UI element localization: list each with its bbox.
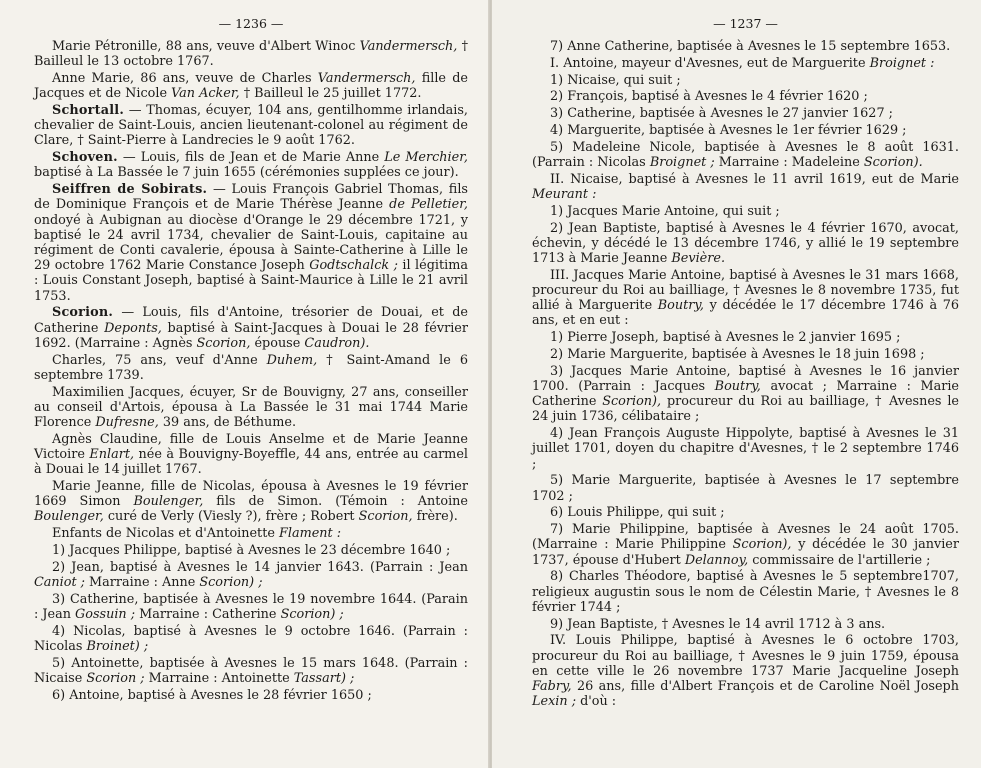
italic-name: Lexin ;: [532, 694, 577, 710]
italic-name: Fabry,: [532, 679, 572, 694]
text-run: 39 ans, de Béthume.: [158, 415, 297, 431]
italic-name: Boutry,: [714, 378, 761, 394]
text-run: II. Nicaise, baptisé à Avesnes le 11 avril 1619, eut de Marie: [550, 171, 959, 187]
text-run: Marie Jeanne, fille de Nicolas, épousa à Avesnes le 19 février 1669 Simon: [34, 479, 468, 510]
text-run: Charles, 75 ans, veuf d'Anne: [52, 352, 267, 368]
text-run: y décédée le 17 décembre 1746 à 76 ans, et en eut :: [532, 298, 959, 329]
text-run: 4) Jean François Auguste Hippolyte, baptisé à Avesnes le 31 juillet 1701, doyen du chapitre d'Avesnes, † le 2 septembre 1746 ;: [532, 426, 959, 472]
text-run: 5) Madeleine Nicole, baptisée à Avesnes le 8 août 1631. (Parrain : Nicolas: [532, 139, 959, 170]
page-body: [532, 39, 959, 709]
italic-name: Godtschalck ;: [309, 258, 398, 274]
italic-name: Caniot ;: [34, 575, 85, 591]
text-run: 5) Marie Marguerite, baptisée à Avesnes le 17 septembre 1702 ;: [532, 473, 959, 504]
text-run: 4) Nicolas, baptisé à Avesnes le 9 octobre 1646. (Parrain : Nicolas: [34, 623, 468, 655]
paragraph: [34, 560, 468, 590]
italic-name: Scorion) ;: [280, 607, 344, 623]
text-run: — Thomas, écuyer, 104 ans, gentilhomme irlandais, chevalier de Saint-Louis, ancien lieutenant-colonel au régiment de Clare, † Saint-Pierre à Landrecies le 9 août 1762.: [34, 103, 468, 149]
text-run: Marraine : Catherine: [135, 607, 281, 623]
text-run: 2) Jean Baptiste, baptisé à Avesnes le 4 février 1670, avocat, échevin, y décédé le 13 décembre 1746, y allié le 19 septembre 1713 à Marie Jeanne: [532, 220, 959, 266]
text-run: — Louis, fils de Jean et de Marie Anne: [117, 150, 385, 166]
italic-name: Boulenger,: [34, 509, 104, 525]
italic-name: Van Acker,: [171, 86, 240, 102]
paragraph: [532, 633, 959, 709]
text-run: curé de Verly (Viesly ?), frère ; Robert: [103, 509, 359, 525]
italic-name: Meurant :: [532, 186, 597, 202]
paragraph: [34, 182, 468, 304]
paragraph: [34, 150, 468, 180]
text-run: IV. Louis Philippe, baptisé à Avesnes le 6 octobre 1703, procureur du Roi au bailliage, † Avesnes le 9 juin 1759, épousa en cette ville le 26 novembre 1737 Marie Jacqueline Joseph: [532, 633, 959, 679]
text-run: † Saint-Amand le 6 septembre 1739.: [34, 352, 468, 383]
entry-heading: Scorion.: [52, 305, 114, 321]
paragraph: [532, 569, 959, 615]
paragraph: [532, 522, 959, 568]
text-run: commissaire de l'artillerie ;: [748, 552, 931, 568]
paragraph: [532, 473, 959, 503]
italic-name: Delannoy,: [684, 552, 749, 568]
paragraph: [34, 543, 468, 558]
paragraph: [532, 140, 959, 170]
paragraph: [34, 39, 468, 69]
text-run: 7) Anne Catherine, baptisée à Avesnes le 15 septembre 1653.: [550, 39, 951, 54]
page-body: [34, 39, 468, 703]
text-run: Marraine : Antoinette: [144, 671, 294, 687]
text-run: I. Antoine, mayeur d'Avesnes, eut de Marguerite: [550, 55, 870, 71]
paragraph: [34, 624, 468, 654]
text-run: 1) Pierre Joseph, baptisé à Avesnes le 2 janvier 1695 ;: [550, 330, 901, 346]
italic-name: Scorion,: [196, 335, 251, 351]
text-run: baptisé à La Bassée le 7 juin 1655 (cérémonies supplées ce jour).: [34, 165, 459, 181]
paragraph: [532, 426, 959, 472]
paragraph: [532, 204, 959, 219]
text-run: 3) Catherine, baptisée à Avesnes le 27 janvier 1627 ;: [550, 106, 893, 122]
text-run: 7) Marie Philippine, baptisée à Avesnes le 24 août 1705. (Marraine : Marie Philippine: [532, 522, 959, 553]
page-number: — 1237 —: [713, 16, 778, 31]
text-run: † Bailleul le 25 juillet 1772.: [239, 86, 422, 102]
paragraph: [532, 364, 959, 425]
paragraph: [532, 172, 959, 202]
italic-name: Boutry,: [657, 298, 704, 314]
entry-heading: Schortall.: [52, 103, 124, 118]
text-run: 9) Jean Baptiste, † Avesnes le 14 avril 1712 à 3 ans.: [550, 616, 886, 632]
paragraph: [532, 106, 959, 121]
paragraph: [532, 221, 959, 267]
paragraph: [34, 432, 468, 478]
paragraph: [34, 592, 468, 622]
text-run: Anne Marie, 86 ans, veuve de Charles: [52, 71, 318, 86]
text-run: fille de Jacques et de Nicole: [34, 71, 468, 102]
text-run: avocat ; Marraine : Marie Catherine: [532, 378, 959, 410]
paragraph: [34, 103, 468, 149]
text-run: 2) Jean, baptisé à Avesnes le 14 janvier 1643. (Parrain : Jean: [52, 559, 468, 575]
italic-name: Broignet ;: [649, 154, 715, 170]
paragraph: [34, 305, 468, 351]
italic-name: Scorion,: [358, 509, 413, 525]
italic-name: Le Merchier,: [384, 150, 468, 166]
text-run: 2) François, baptisé à Avesnes le 4 février 1620 ;: [550, 89, 868, 105]
text-run: ondoyé à Aubignan au diocèse d'Orange le 29 décembre 1721, y baptisé le 24 avril 1734, chevalier de Saint-Louis, capitaine au régiment de Conti cavalerie, épousa à Sainte-Catherine à Lille le 29 octobre 1762 Marie Constance Joseph: [34, 212, 468, 274]
text-run: frère).: [412, 509, 458, 525]
paragraph: [34, 688, 468, 703]
text-run: née à Bouvigny-Boyeffle, 44 ans, entrée au carmel à Douai le 14 juillet 1767.: [34, 447, 468, 478]
paragraph: [532, 73, 959, 88]
text-run: 4) Marguerite, baptisée à Avesnes le 1er février 1629 ;: [550, 122, 907, 138]
text-run: y décédée le 30 janvier 1737, épouse d'Hubert: [532, 537, 959, 568]
italic-name: Dufresne,: [95, 415, 159, 431]
paragraph: [532, 617, 959, 632]
italic-name: de Pelletier,: [389, 197, 468, 213]
italic-name: Scorion).: [863, 154, 923, 170]
italic-name: Tassart) ;: [293, 671, 355, 687]
text-run: fils de Simon. (Témoin : Antoine: [203, 494, 468, 510]
left-page: [0, 0, 490, 768]
text-run: — Louis, fils d'Antoine, trésorier de Douai, et de Catherine: [34, 305, 468, 336]
paragraph: [34, 526, 468, 541]
italic-name: Deponts,: [104, 320, 162, 336]
text-run: 6) Antoine, baptisé à Avesnes le 28 février 1650 ;: [52, 687, 372, 703]
paragraph: [532, 347, 959, 362]
italic-name: Boulenger,: [133, 494, 204, 510]
text-run: — Louis François Gabriel Thomas, fils de Dominique François et de Marie Thérèse Jeanne: [34, 182, 468, 213]
entry-heading: Schoven.: [52, 150, 118, 166]
paragraph: [34, 385, 468, 431]
paragraph: [532, 268, 959, 329]
text-run: 1) Nicaise, qui suit ;: [550, 72, 681, 88]
paragraph: [532, 56, 959, 71]
text-run: procureur du Roi au bailliage, † Avesnes le 24 juin 1736, célibataire ;: [532, 394, 959, 425]
italic-name: Scorion),: [732, 537, 792, 553]
text-run: 1) Jacques Philippe, baptisé à Avesnes le 23 décembre 1640 ;: [52, 543, 451, 559]
paragraph: [532, 330, 959, 345]
text-run: Marraine : Anne: [84, 575, 200, 591]
text-run: † Bailleul le 13 octobre 1767.: [34, 39, 468, 70]
paragraph: [532, 39, 959, 54]
paragraph: [532, 505, 959, 520]
italic-name: Bevière.: [671, 250, 726, 266]
paragraph: [34, 479, 468, 525]
italic-name: Vandermersch,: [317, 71, 416, 86]
italic-name: Caudron).: [304, 335, 370, 351]
text-run: 3) Catherine, baptisée à Avesnes le 19 novembre 1644. (Parain : Jean: [34, 591, 468, 623]
text-run: Agnès Claudine, fille de Louis Anselme et de Marie Jeanne Victoire: [34, 431, 468, 463]
italic-name: Vandermersch,: [359, 39, 458, 54]
text-run: 8) Charles Théodore, baptisé à Avesnes le 5 septembre1707, religieux augustin sous le nom de Célestin Marie, † Avesnes le 8 février 1744 ;: [532, 569, 959, 615]
text-run: 6) Louis Philippe, qui suit ;: [550, 505, 725, 521]
italic-name: Broinet) ;: [86, 639, 149, 655]
text-run: Marraine : Madeleine: [714, 154, 864, 170]
paragraph: [532, 89, 959, 104]
text-run: Maximilien Jacques, écuyer, Sr de Bouvigny, 27 ans, conseiller au conseil d'Artois, épousa à La Bassée le 31 mai 1744 Marie Florence: [34, 384, 468, 431]
italic-name: Flament :: [278, 526, 342, 542]
paragraph: [34, 656, 468, 686]
page-number: — 1236 —: [218, 16, 284, 31]
text-run: épouse: [250, 335, 305, 351]
italic-name: Scorion),: [602, 394, 662, 410]
paragraph: [34, 71, 468, 101]
entry-heading: Seiffren de Sobirats.: [52, 182, 208, 198]
text-run: 2) Marie Marguerite, baptisée à Avesnes le 18 juin 1698 ;: [550, 346, 925, 362]
text-run: 1) Jacques Marie Antoine, qui suit ;: [550, 203, 780, 219]
italic-name: Broignet :: [869, 55, 935, 71]
italic-name: Scorion ;: [86, 671, 145, 687]
italic-name: Scorion) ;: [199, 575, 263, 591]
text-run: Marie Pétronille, 88 ans, veuve d'Albert Winoc: [52, 39, 360, 54]
italic-name: Gossuin ;: [75, 607, 136, 623]
text-run: il légitima : Louis Constant Joseph, baptisé à Saint-Maurice à Lille le 21 avril 1753.: [34, 258, 468, 304]
text-run: 5) Antoinette, baptisée à Avesnes le 15 mars 1648. (Parrain : Nicaise: [34, 655, 468, 687]
text-run: III. Jacques Marie Antoine, baptisé à Avesnes le 31 mars 1668, procureur du Roi au bailliage, † Avesnes le 8 novembre 1735, fut allié à Marguerite: [532, 267, 959, 314]
text-run: Enfants de Nicolas et d'Antoinette: [52, 526, 279, 542]
text-run: d'où :: [576, 694, 617, 710]
paragraph: [532, 123, 959, 138]
right-page: [492, 0, 981, 768]
text-run: baptisé à Saint-Jacques à Douai le 28 février 1692. (Marraine : Agnès: [34, 320, 468, 351]
text-run: 3) Jacques Marie Antoine, baptisé à Avesnes le 16 janvier 1700. (Parrain : Jacques: [532, 363, 959, 394]
italic-name: Duhem,: [266, 352, 318, 368]
paragraph: [34, 353, 468, 383]
text-run: 26 ans, fille d'Albert François et de Caroline Noël Joseph: [571, 679, 959, 694]
italic-name: Enlart,: [89, 447, 135, 463]
